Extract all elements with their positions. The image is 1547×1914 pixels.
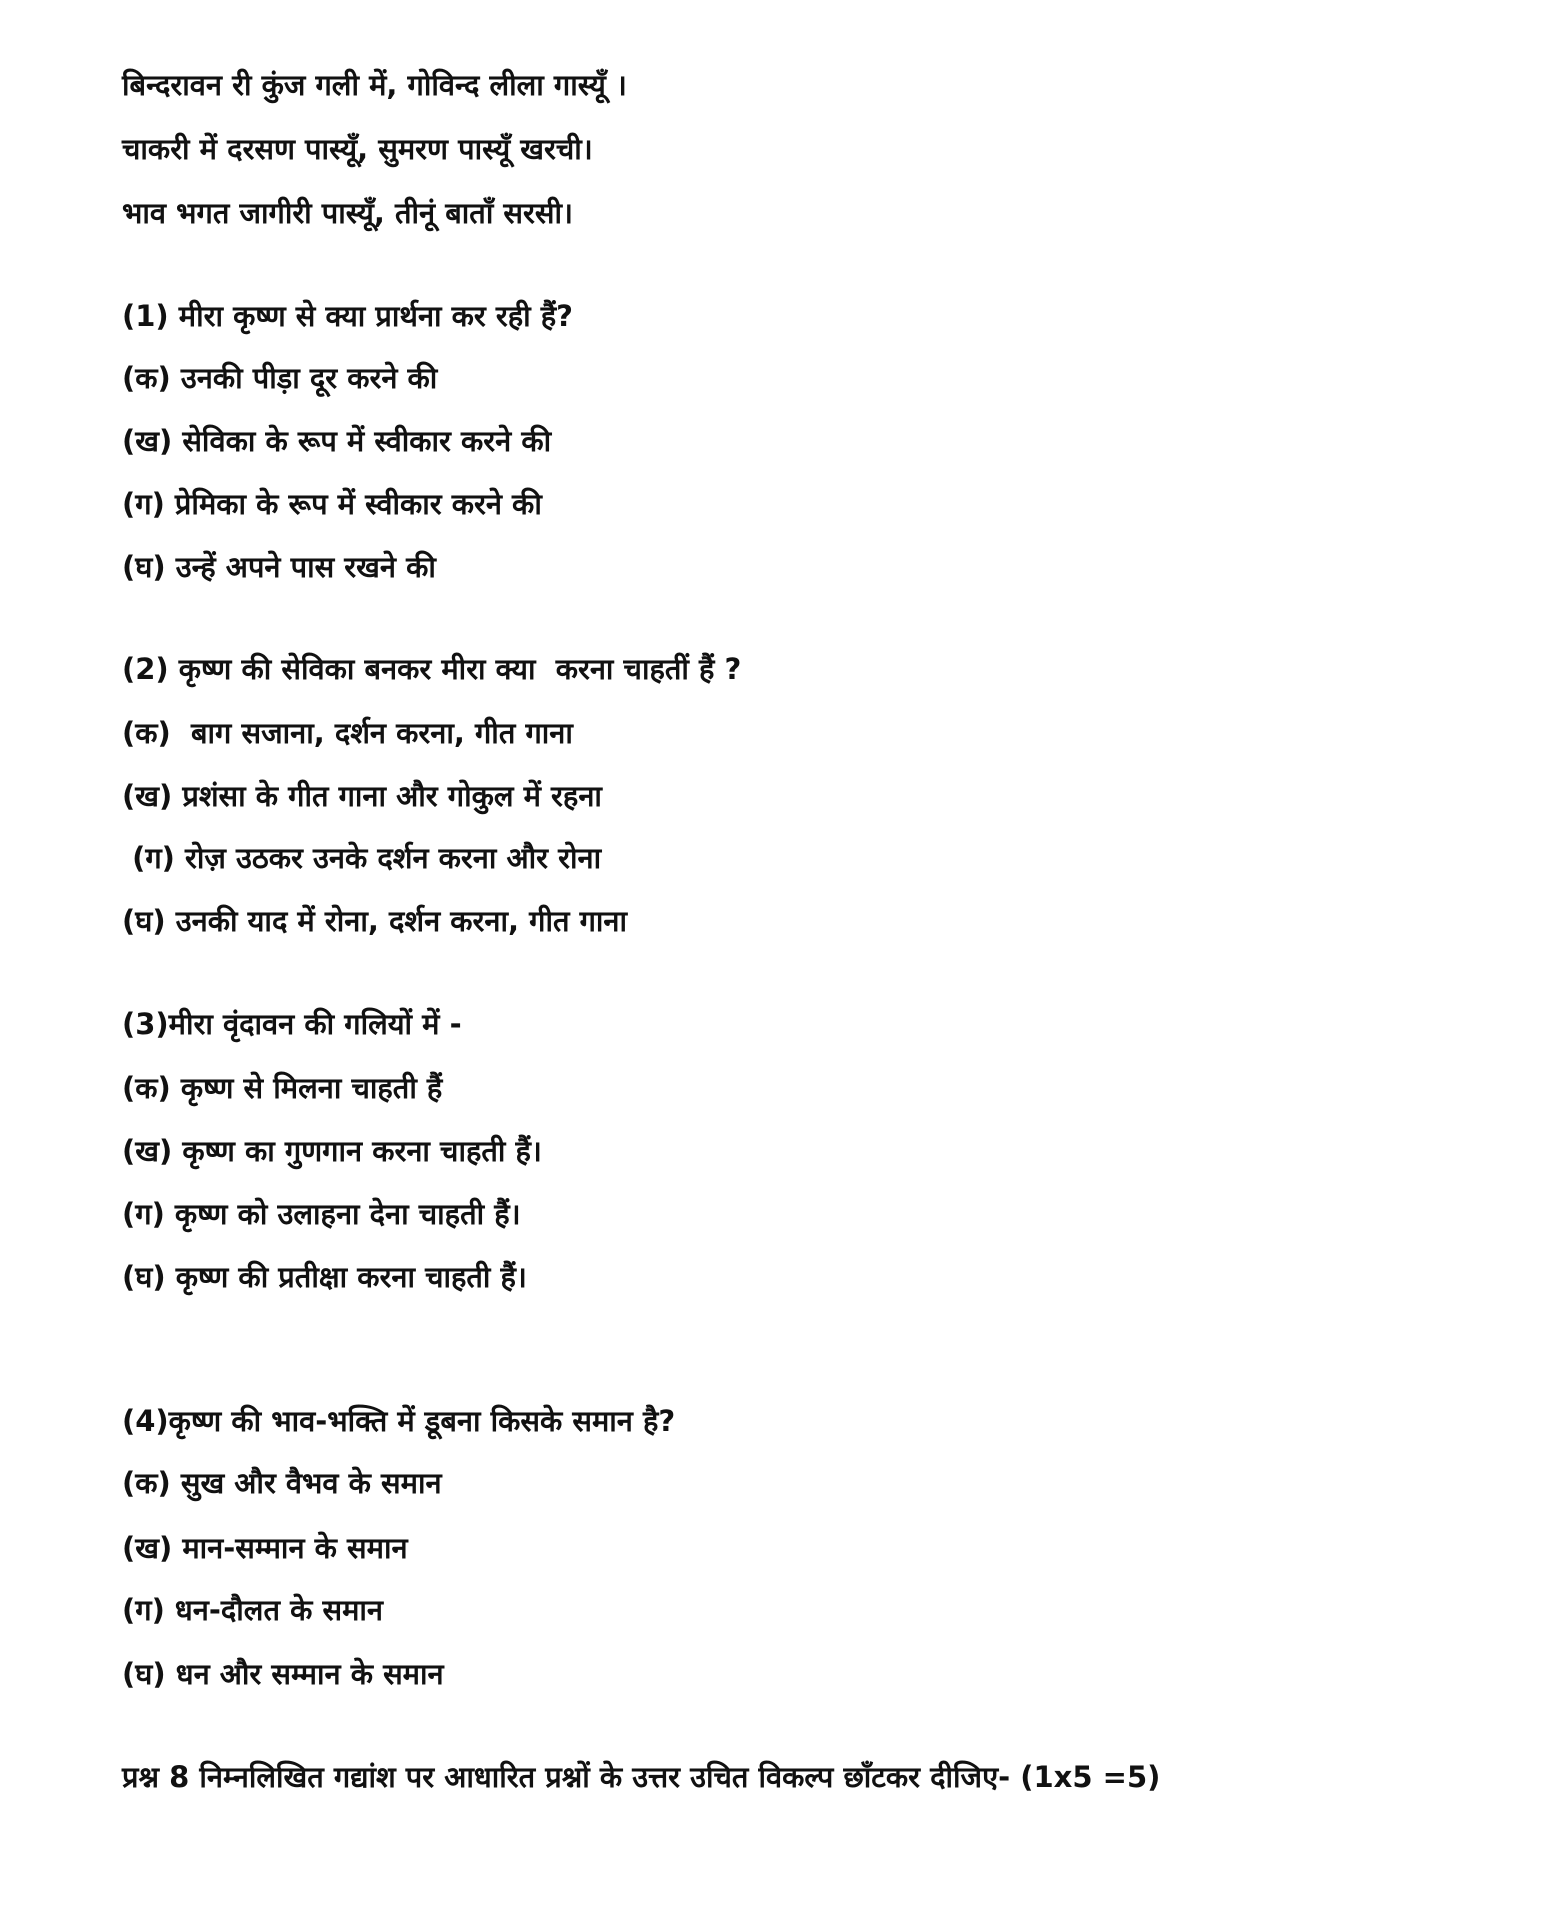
answer-option: (क) सुख और वैभव के समान: [122, 1466, 442, 1500]
answer-option: (ग) प्रेमिका के रूप में स्वीकार करने की: [122, 487, 542, 521]
answer-option: (ग) रोज़ उठकर उनके दर्शन करना और रोना: [122, 841, 602, 875]
answer-option: (ग) कृष्ण को उलाहना देना चाहती हैं।: [122, 1197, 521, 1231]
answer-option: (घ) धन और सम्मान के समान: [122, 1657, 444, 1691]
answer-option: (घ) उनकी याद में रोना, दर्शन करना, गीत गाना: [122, 904, 628, 938]
question-text: (4)कृष्ण की भाव-भक्ति में डूबना किसके समान है?: [122, 1404, 676, 1438]
answer-option: (क) उनकी पीड़ा दूर करने की: [122, 361, 438, 395]
verse-line: भाव भगत जागीरी पास्यूँ, तीनूं बाताँ सरसी।: [122, 196, 574, 230]
answer-option: (क) बाग सजाना, दर्शन करना, गीत गाना: [122, 716, 573, 750]
answer-option: (क) कृष्ण से मिलना चाहती हैं: [122, 1071, 443, 1105]
answer-option: (ग) धन-दौलत के समान: [122, 1593, 384, 1627]
answer-option: (घ) उन्हें अपने पास रखने की: [122, 550, 436, 584]
answer-option: (ख) सेविका के रूप में स्वीकार करने की: [122, 424, 552, 458]
answer-option: (घ) कृष्ण की प्रतीक्षा करना चाहती हैं।: [122, 1260, 527, 1294]
verse-line: चाकरी में दरसण पास्यूँ, सुमरण पास्यूँ खरची।: [122, 132, 593, 166]
answer-option: (ख) प्रशंसा के गीत गाना और गोकुल में रहना: [122, 779, 602, 813]
answer-option: (ख) कृष्ण का गुणगान करना चाहती हैं।: [122, 1134, 542, 1168]
question-text: (2) कृष्ण की सेविका बनकर मीरा क्या करना चाहतीं हैं ?: [122, 652, 742, 686]
question-text: (3)मीरा वृंदावन की गलियों में -: [122, 1007, 462, 1041]
next-question-heading: प्रश्न 8 निम्नलिखित गद्यांश पर आधारित प्रश्नों के उत्तर उचित विकल्प छाँटकर दीजिए- (1x5 =5): [122, 1760, 1161, 1794]
answer-option: (ख) मान-सम्मान के समान: [122, 1531, 408, 1565]
verse-line: बिन्दरावन री कुंज गली में, गोविन्द लीला गास्यूँ ।: [122, 68, 627, 102]
question-text: (1) मीरा कृष्ण से क्या प्रार्थना कर रही हैं?: [122, 299, 573, 333]
